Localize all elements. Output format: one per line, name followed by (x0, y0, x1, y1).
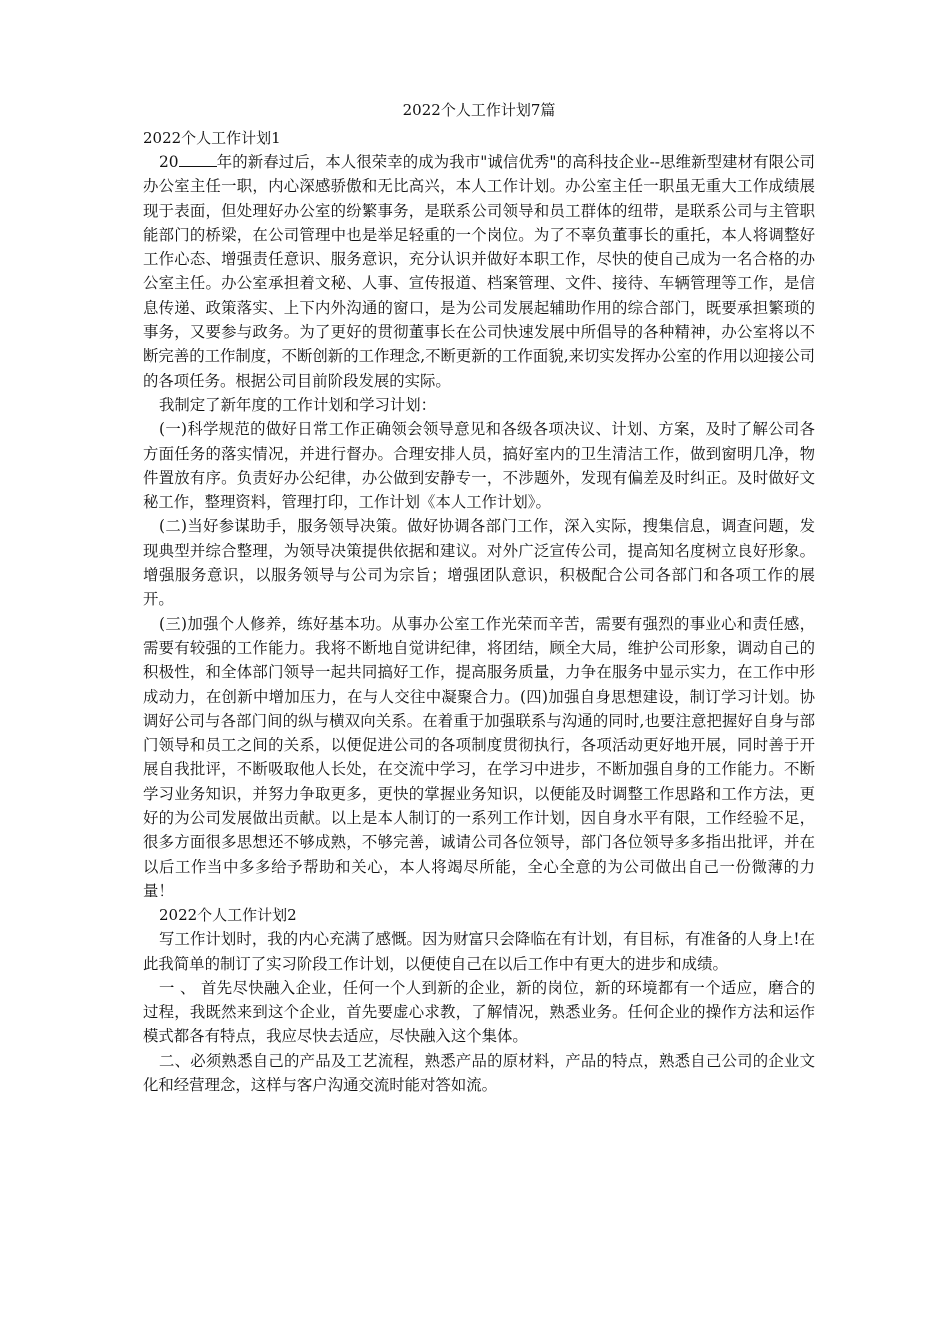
section-plan-2 (143, 903, 815, 1097)
paragraph: (二)当好参谋助手，服务领导决策。做好协调各部门工作，深入实际，搜集信息，调查问题，发现典型并综合整理，为领导决策提供依据和建议。对外广泛宣传公司，提高知名度树立良好形象。增强服务意识，以服务领导与公司为宗旨；增强团队意识，积极配合公司各部门和各项工作的展开。 (143, 517, 815, 609)
paragraph: (三)加强个人修养，练好基本功。从事办公室工作光荣而辛苦，需要有强烈的事业心和责任感，需要有较强的工作能力。我将不断地自觉讲纪律，将团结，顾全大局，维护公司形象，调动自己的积极性，和全体部门领导一起共同搞好工作，提高服务质量，力争在服务中显示实力，在工作中形成动力，在创新中增加压力，在与人交往中凝聚合力。(四)加强自身思想建设，制订学习计划。协调好公司与各部门间的纵与横双向关系。在着重于加强联系与沟通的同时,也要注意把握好自身与部门领导和员工之间的关系，以便促进公司的各项制度贯彻执行，各项活动更好地开展，同时善于开展自我批评，不断吸取他人长处，在交流中学习，在学习中进步，不断加强自身的工作能力。不断学习业务知识，并努力争取更多，更快的掌握业务知识，以便能及时调整工作思路和工作方法，更好的为公司发展做出贡献。以上是本人制订的一系列工作计划，因自身水平有限，工作经验不足，很多方面很多思想还不够成熟，不够完善，诚请公司各位领导，部门各位领导多多指出批评，并在以后工作当中多多给予帮助和关心，本人将竭尽所能，全心全意的为公司做出自己一份微薄的力量！ (143, 614, 815, 900)
blank-underline (179, 152, 217, 167)
paragraph: 写工作计划时，我的内心充满了感慨。因为财富只会降临在有计划，有目标，有准备的人身上!在此我简单的制订了实习阶段工作计划，以便使自己在以后工作中有更大的进步和成绩。 (143, 930, 815, 973)
section-heading: 2022个人工作计划2 (159, 906, 297, 925)
year-prefix: 20 (159, 153, 179, 171)
section-plan-1 (143, 126, 815, 903)
paragraph: 二、必须熟悉自己的产品及工艺流程，熟悉产品的原材料，产品的特点，熟悉自己公司的企业文化和经营理念，这样与客户沟通交流时能对答如流。 (143, 1051, 815, 1094)
paragraph: 我制定了新年度的工作计划和学习计划： (159, 395, 437, 414)
paragraph: (一)科学规范的做好日常工作正确领会领导意见和各级各项决议、计划、方案，及时了解公司各方面任务的落实情况，并进行督办。合理安排人员，搞好室内的卫生清洁工作，做到窗明几净，物件置放有序。负责好办公纪律，办公做到安静专一，不涉题外，发现有偏差及时纠正。及时做好文秘工作，整理资料，管理打印，工作计划《本人工作计划》。 (143, 420, 815, 512)
section-heading: 2022个人工作计划1 (143, 129, 281, 147)
document-page (143, 98, 815, 1097)
intro-paragraph (143, 150, 815, 393)
paragraph: 一 、 首先尽快融入企业，任何一个人到新的企业，新的岗位，新的环境都有一个适应，磨合的过程，我既然来到这个企业，首先要虚心求教，了解情况，熟悉业务。任何企业的操作方法和运作模式都各有特点，我应尽快去适应，尽快融入这个集体。 (143, 978, 815, 1046)
document-title: 2022个人工作计划7篇 (402, 101, 556, 119)
paragraph-text: 年的新春过后，本人很荣幸的成为我市"诚信优秀"的高科技企业--思维新型建材有限公司办公室主任一职，内心深感骄傲和无比高兴，本人工作计划。办公室主任一职虽无重大工作成绩展现于表面，但处理好办公室的纷繁事务，是联系公司领导和员工群体的纽带，是联系公司与主管职能部门的桥梁，在公司管理中也是举足轻重的一个岗位。为了不辜负董事长的重托，本人将调整好工作心态、增强责任意识、服务意识，充分认识并做好本职工作，尽快的使自己成为一名合格的办公室主任。办公室承担着文秘、人事、宣传报道、档案管理、文件、接待、车辆管理等工作，是信息传递、政策落实、上下内外沟通的窗口，是为公司发展起辅助作用的综合部门，既要承担繁琐的事务，又要参与政务。为了更好的贯彻董事长在公司快速发展中所倡导的各种精神，办公室将以不断完善的工作制度，不断创新的工作理念,不断更新的工作面貌,来切实发挥办公室的作用以迎接公司的各项任务。根据公司目前阶段发展的实际。 (143, 153, 815, 390)
